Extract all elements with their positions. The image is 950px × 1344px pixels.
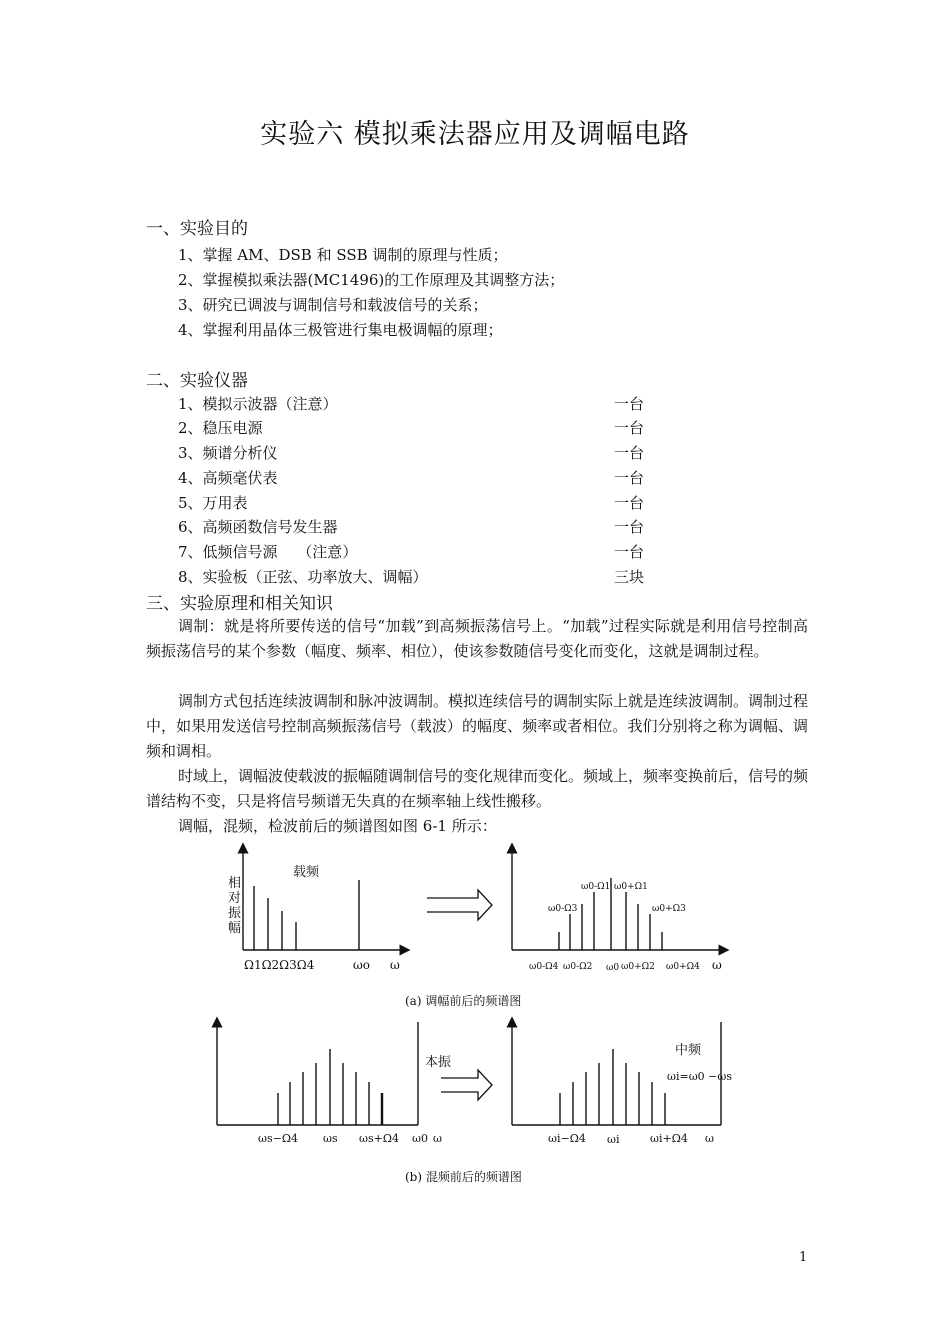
paragraph: 调制：就是将所要传送的信号“加载”到高频振荡信号上。“加载”过程实际就是利用信号控制高频振荡信号的某个参数（幅度、频率、相位），使该参数随信号变化而变化，这就是调制过程。 <box>146 617 808 660</box>
tick-label: ωi+Ω4 <box>650 1132 688 1145</box>
tick-label: ω <box>705 1132 714 1145</box>
tick-label: ωi <box>607 1133 620 1146</box>
figure-a-caption: (a) 调幅前后的频谱图 <box>405 994 522 1008</box>
tick-label: ω0-Ω4 <box>529 962 559 972</box>
y-axis-label-char: 相 <box>228 876 242 891</box>
instrument-name: 2、稳压电源 <box>178 419 263 437</box>
instrument-quantity: 一台 <box>614 395 645 413</box>
mixing-arrow <box>441 1070 492 1100</box>
instrument-name: 3、频谱分析仪 <box>178 444 278 462</box>
tick-label: ω0-Ω2 <box>563 962 593 972</box>
objective-item: 4、掌握利用晶体三极管进行集电极调幅的原理； <box>178 321 503 339</box>
if-label: 中频 <box>675 1043 702 1058</box>
instrument-quantity: 一台 <box>614 419 645 437</box>
instrument-quantity: 一台 <box>614 444 645 462</box>
tick-label: ω <box>712 958 722 972</box>
tick-label: ω0 <box>412 1132 428 1145</box>
instrument-name: 4、高频毫伏表 <box>178 469 278 487</box>
instrument-name: 6、高频函数信号发生器 <box>178 518 338 536</box>
modulation-arrow <box>427 890 492 920</box>
objective-item: 3、研究已调波与调制信号和载波信号的关系； <box>178 296 488 314</box>
instrument-name: 7、低频信号源 （注意） <box>178 543 358 561</box>
carrier-label: 载频 <box>293 865 320 880</box>
instrument-quantity: 三块 <box>614 568 645 586</box>
section-heading-objectives: 一、实验目的 <box>146 219 248 239</box>
tick-label: ωs <box>323 1132 338 1145</box>
page-number: 1 <box>799 1250 808 1265</box>
tick-label: Ω1Ω2Ω3Ω4 <box>244 958 315 972</box>
tick-label: ωs+Ω4 <box>359 1132 399 1145</box>
sideband-label: ω0-Ω3 <box>548 904 578 914</box>
y-axis-label-char: 对 <box>228 891 242 906</box>
instrument-quantity: 一台 <box>614 518 645 536</box>
objective-item: 1、掌握 AM、DSB 和 SSB 调制的原理与性质； <box>178 246 508 264</box>
tick-label: ωs−Ω4 <box>258 1132 298 1145</box>
local-oscillator-label: 本振 <box>425 1055 452 1070</box>
paragraph: 调幅，混频，检波前后的频谱图如图 6-1 所示： <box>178 817 497 835</box>
tick-label: ω0+Ω2 <box>621 962 655 972</box>
figure-a-right-spectrum <box>512 848 724 950</box>
figure-b-left-spectrum <box>217 1022 418 1125</box>
section-heading-principles: 三、实验原理和相关知识 <box>146 594 333 614</box>
y-axis-label-char: 振 <box>228 906 242 921</box>
sideband-label: ω0+Ω1 <box>614 882 648 892</box>
instrument-quantity: 一台 <box>614 543 645 561</box>
section-heading-instruments: 二、实验仪器 <box>146 371 248 391</box>
instrument-quantity: 一台 <box>614 469 645 487</box>
instrument-name: 1、模拟示波器（注意） <box>178 395 338 413</box>
instrument-quantity: 一台 <box>614 494 645 512</box>
tick-label: ω0+Ω4 <box>666 962 700 972</box>
tick-label: ωi−Ω4 <box>548 1132 586 1145</box>
figure-a-left-spectrum <box>243 848 405 950</box>
sideband-label: ω0+Ω3 <box>652 904 686 914</box>
paragraph: 时域上，调幅波使载波的振幅随调制信号的变化规律而变化。频域上，频率变换前后，信号的频谱结构不变，只是将信号频谱无失真的在频率轴上线性搬移。 <box>146 767 809 810</box>
figure-b-caption: (b) 混频前后的频谱图 <box>405 1170 522 1184</box>
instrument-name: 8、实验板（正弦、功率放大、调幅） <box>178 568 428 586</box>
objective-item: 2、掌握模拟乘法器(MC1496)的工作原理及其调整方法； <box>178 271 565 289</box>
paragraph: 调制方式包括连续波调制和脉冲波调制。模拟连续信号的调制实际上就是连续波调制。调制过程中，如果用发送信号控制高频振荡信号（载波）的幅度、频率或者相位。我们分别将之称为调幅、调频和调相。 <box>146 692 809 760</box>
y-axis-label-char: 幅 <box>228 921 242 936</box>
if-formula: ωi=ω0 −ωs <box>667 1070 733 1083</box>
sideband-label: ω0-Ω1 <box>581 882 611 892</box>
page-title: 实验六 模拟乘法器应用及调幅电路 <box>260 119 690 150</box>
tick-label: ω <box>390 958 400 972</box>
instrument-name: 5、万用表 <box>178 494 248 512</box>
tick-label: ω <box>433 1132 442 1145</box>
tick-label: ωo <box>353 958 371 972</box>
tick-label: ω0 <box>606 963 620 973</box>
